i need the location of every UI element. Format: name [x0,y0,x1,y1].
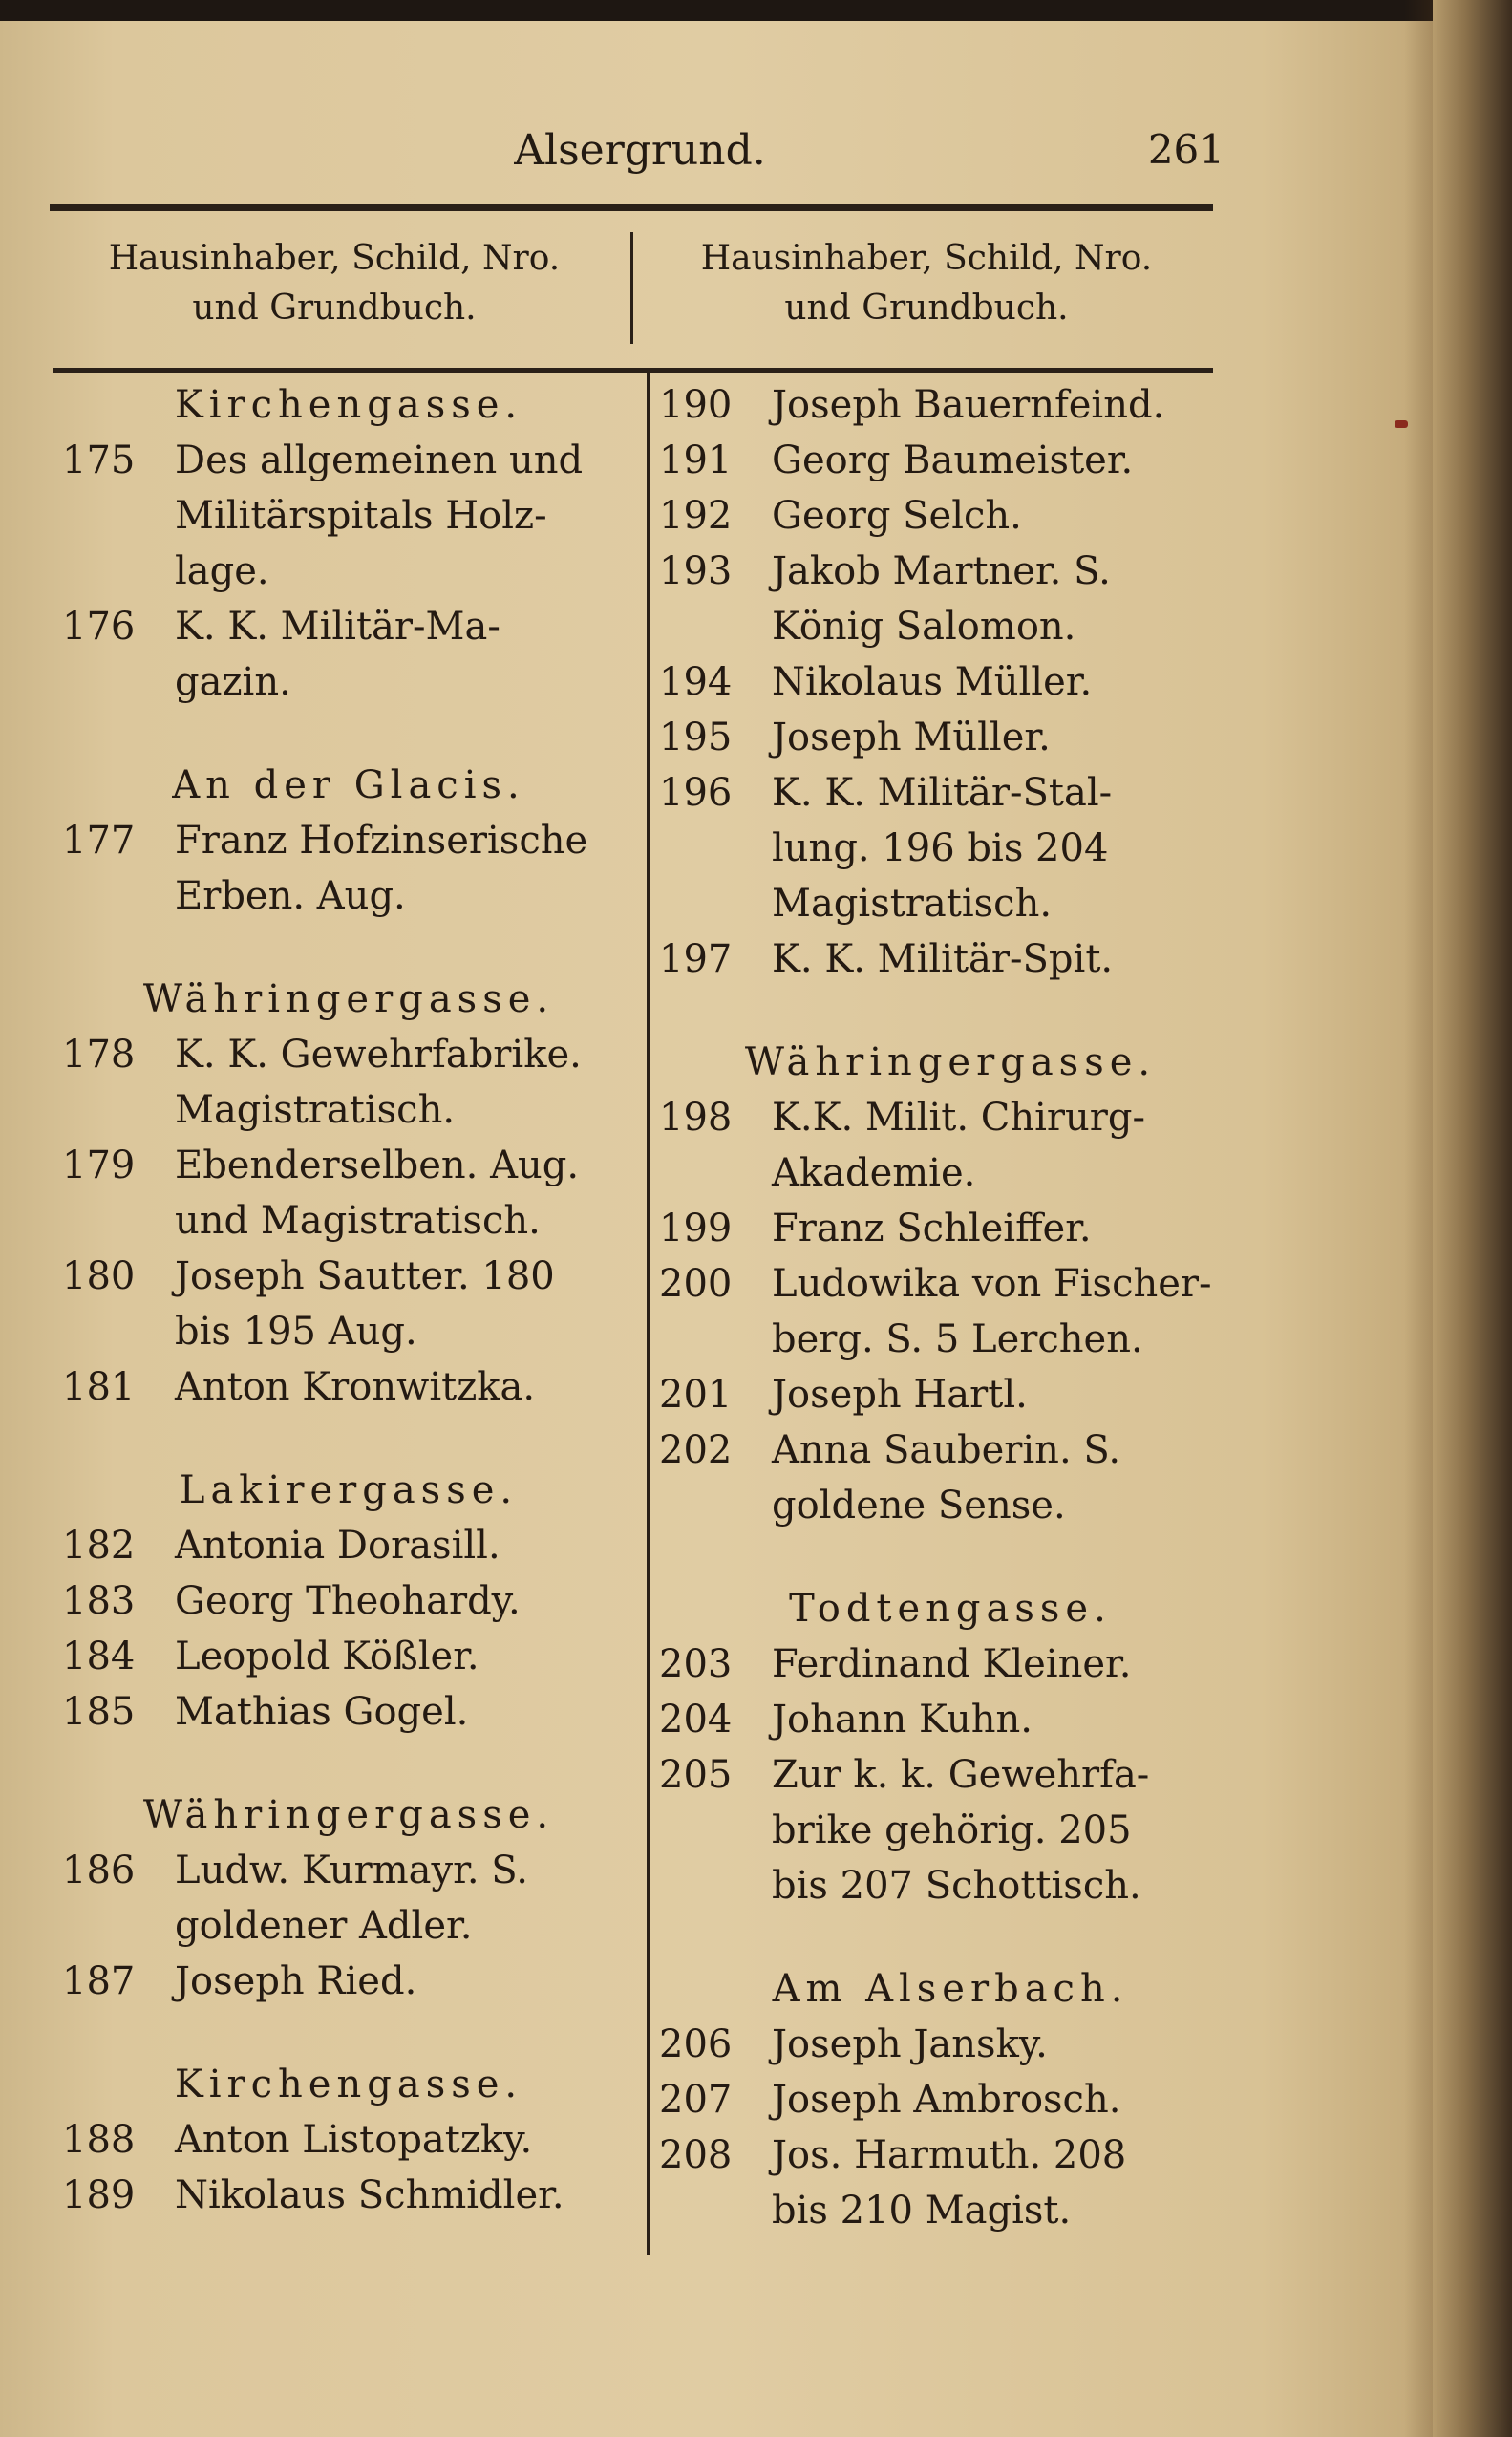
column-header-line: Hausinhaber, Schild, Nro. [700,239,1153,278]
street-heading: Kirchengasse. [174,383,523,427]
owner-text [169,433,635,599]
owner-text [169,599,635,710]
owner-text [766,544,1242,654]
house-entry [659,654,1242,710]
house-entry [659,1090,1242,1201]
owner-text [169,1249,635,1359]
house-number: 175 [62,438,136,482]
owner-line: Akademie. [772,1151,976,1195]
section-gap [659,1533,1242,1581]
house-entry [659,2127,1242,2238]
owner-line: Nikolaus Müller. [772,660,1093,704]
house-entry [62,2112,635,2168]
owner-text [766,433,1242,488]
owner-line: Georg Baumeister. [772,438,1134,482]
house-number: 193 [659,549,733,593]
left-column [62,377,635,2223]
street-heading: Währingergasse. [142,1793,555,1837]
street-heading: Kirchengasse. [174,2063,523,2106]
owner-line: Zur k. k. Gewehrfa- [772,1753,1150,1797]
owner-line: Jakob Martner. S. [772,549,1111,593]
owner-line: Joseph Müller. [772,716,1051,759]
owner-line: gazin. [175,660,291,704]
owner-line: Franz Schleiffer. [772,1207,1092,1251]
owner-line: bis 195 Aug. [175,1310,417,1354]
page-number: 261 [1147,126,1225,173]
owner-text [766,1201,1242,1256]
house-number: 200 [659,1262,733,1306]
owner-line: Erben. Aug. [175,874,406,918]
header-column-divider [630,232,633,344]
street-heading: Lakirergasse. [179,1468,519,1512]
section-gap [62,1415,635,1463]
house-entry [659,1636,1242,1692]
owner-line: Magistratisch. [175,1088,456,1132]
house-entry [62,1954,635,2009]
owner-line: K. K. Militär-Stal- [772,771,1113,815]
section-gap [62,1740,635,1787]
owner-line: Des allgemeinen und [175,438,584,482]
right-column [659,377,1242,2238]
header-rule [50,204,1213,211]
owner-line: Magistratisch. [772,882,1053,926]
page-gutter-shadow [1404,0,1433,2437]
column-header-right [645,234,1208,333]
page-title: Alsergrund. [514,126,766,175]
owner-line: Anton Kronwitzka. [175,1365,536,1409]
house-number: 205 [659,1753,733,1797]
owner-text [766,765,1242,931]
house-number: 179 [62,1144,136,1187]
owner-line: Joseph Hartl. [772,1373,1028,1417]
owner-line: K. K. Militär-Ma- [175,605,500,649]
owner-text [766,710,1242,765]
owner-line: Ebenderselben. Aug. [175,1144,580,1187]
owner-text [766,2072,1242,2127]
owner-line: K. K. Gewehrfabrike. [175,1033,582,1077]
owner-line: bis 207 Schottisch. [772,1864,1141,1908]
column-divider [647,373,650,2255]
house-entry [659,433,1242,488]
owner-line: Anna Sauberin. S. [772,1428,1121,1472]
house-entry [62,1684,635,1740]
house-number: 180 [62,1254,136,1298]
section-gap [659,987,1242,1035]
owner-text [169,1518,635,1573]
house-number: 188 [62,2118,136,2162]
house-number: 176 [62,605,136,649]
house-entry [659,1256,1242,1367]
owner-line: Antonia Dorasill. [175,1524,500,1568]
owner-line: Nikolaus Schmidler. [175,2173,564,2217]
owner-line: Joseph Ambrosch. [772,2078,1121,2122]
house-entry [659,1367,1242,1422]
section-gap [62,710,635,758]
house-number: 208 [659,2133,733,2177]
column-header-left [53,234,616,333]
owner-line: Joseph Sautter. 180 [175,1254,555,1298]
owner-text [169,1573,635,1629]
house-entry [62,1359,635,1415]
house-number: 184 [62,1635,136,1678]
house-entry [62,1843,635,1954]
house-entry [659,1201,1242,1256]
house-entry [659,488,1242,544]
house-number: 206 [659,2022,733,2066]
column-header-line: und Grundbuch. [784,289,1069,328]
owner-text [169,1843,635,1954]
house-entry [62,2168,635,2223]
house-number: 183 [62,1579,136,1623]
owner-line: brike gehörig. 205 [772,1808,1132,1852]
owner-line: K. K. Militär-Spit. [772,937,1114,981]
house-number: 178 [62,1033,136,1077]
house-entry [62,599,635,710]
house-number: 197 [659,937,733,981]
house-entry [62,1629,635,1684]
house-entry [62,1249,635,1359]
owner-line: K.K. Milit. Chirurg- [772,1096,1146,1140]
street-heading: Am Alserbach. [772,1967,1129,2011]
page-top-shadow [0,0,1433,21]
table-top-rule [53,368,1213,373]
house-entry [659,1692,1242,1747]
section-gap [659,1913,1242,1961]
owner-line: bis 210 Magist. [772,2189,1072,2233]
house-entry [62,1573,635,1629]
owner-line: goldener Adler. [175,1904,473,1948]
house-entry [659,544,1242,654]
book-spine [1433,0,1512,2437]
house-number: 185 [62,1690,136,1734]
column-header-line: und Grundbuch. [192,289,477,328]
owner-text [766,1090,1242,1201]
house-entry [62,1138,635,1249]
house-entry [62,1518,635,1573]
house-number: 191 [659,438,733,482]
owner-line: Georg Theohardy. [175,1579,521,1623]
house-number: 192 [659,494,733,538]
owner-line: lage. [175,549,269,593]
owner-text [766,1256,1242,1367]
house-number: 189 [62,2173,136,2217]
house-number: 196 [659,771,733,815]
owner-text [766,1422,1242,1533]
owner-line: lung. 196 bis 204 [772,826,1109,870]
owner-line: Ludowika von Fischer- [772,1262,1212,1306]
house-entry [659,377,1242,433]
house-number: 181 [62,1365,136,1409]
house-entry [659,2017,1242,2072]
owner-line: Mathias Gogel. [175,1690,469,1734]
street-heading: An der Glacis. [172,763,525,807]
house-entry [62,813,635,924]
paper-stain [1395,420,1408,428]
house-entry [659,765,1242,931]
house-number: 194 [659,660,733,704]
house-entry [62,1027,635,1138]
owner-line: Jos. Harmuth. 208 [772,2133,1127,2177]
owner-text [169,1138,635,1249]
owner-text [766,2017,1242,2072]
owner-line: Joseph Ried. [175,1959,417,2003]
house-number: 203 [659,1642,733,1686]
house-number: 195 [659,716,733,759]
owner-text [766,488,1242,544]
house-number: 177 [62,819,136,863]
house-entry [659,1747,1242,1913]
owner-line: Johann Kuhn. [772,1698,1033,1742]
owner-line: Ludw. Kurmayr. S. [175,1849,528,1892]
owner-line: Joseph Jansky. [772,2022,1048,2066]
house-entry [659,2072,1242,2127]
owner-line: Leopold Kößler. [175,1635,479,1678]
street-heading: Todtengasse. [789,1587,1112,1631]
section-gap [62,924,635,972]
owner-text [169,1359,635,1415]
owner-text [766,377,1242,433]
owner-text [766,654,1242,710]
owner-text [766,1747,1242,1913]
house-number: 199 [659,1207,733,1251]
column-header-line: Hausinhaber, Schild, Nro. [108,239,561,278]
house-number: 198 [659,1096,733,1140]
owner-line: König Salomon. [772,605,1076,649]
street-heading: Währingergasse. [744,1040,1157,1084]
owner-line: Militärspitals Holz- [175,494,547,538]
owner-line: Anton Listopatzky. [175,2118,533,2162]
owner-text [766,931,1242,987]
owner-text [169,2112,635,2168]
section-gap [62,2009,635,2057]
owner-line: berg. S. 5 Lerchen. [772,1317,1143,1361]
street-heading: Währingergasse. [142,977,555,1021]
house-entry [659,710,1242,765]
owner-text [169,1629,635,1684]
owner-line: Ferdinand Kleiner. [772,1642,1132,1686]
owner-line: Georg Selch. [772,494,1022,538]
house-number: 202 [659,1428,733,1472]
house-number: 182 [62,1524,136,1568]
owner-text [766,1367,1242,1422]
house-number: 207 [659,2078,733,2122]
owner-text [766,1636,1242,1692]
owner-line: Franz Hofzinserische [175,819,588,863]
house-entry [659,931,1242,987]
owner-text [169,2168,635,2223]
house-number: 201 [659,1373,733,1417]
house-entry [659,1422,1242,1533]
owner-line: und Magistratisch. [175,1199,541,1243]
house-entry [62,433,635,599]
owner-line: goldene Sense. [772,1484,1066,1528]
house-number: 190 [659,383,733,427]
owner-text [766,1692,1242,1747]
owner-text [169,1684,635,1740]
house-number: 204 [659,1698,733,1742]
owner-text [169,1027,635,1138]
house-number: 186 [62,1849,136,1892]
owner-line: Joseph Bauernfeind. [772,383,1165,427]
owner-text [169,1954,635,2009]
owner-text [766,2127,1242,2238]
owner-text [169,813,635,924]
house-number: 187 [62,1959,136,2003]
